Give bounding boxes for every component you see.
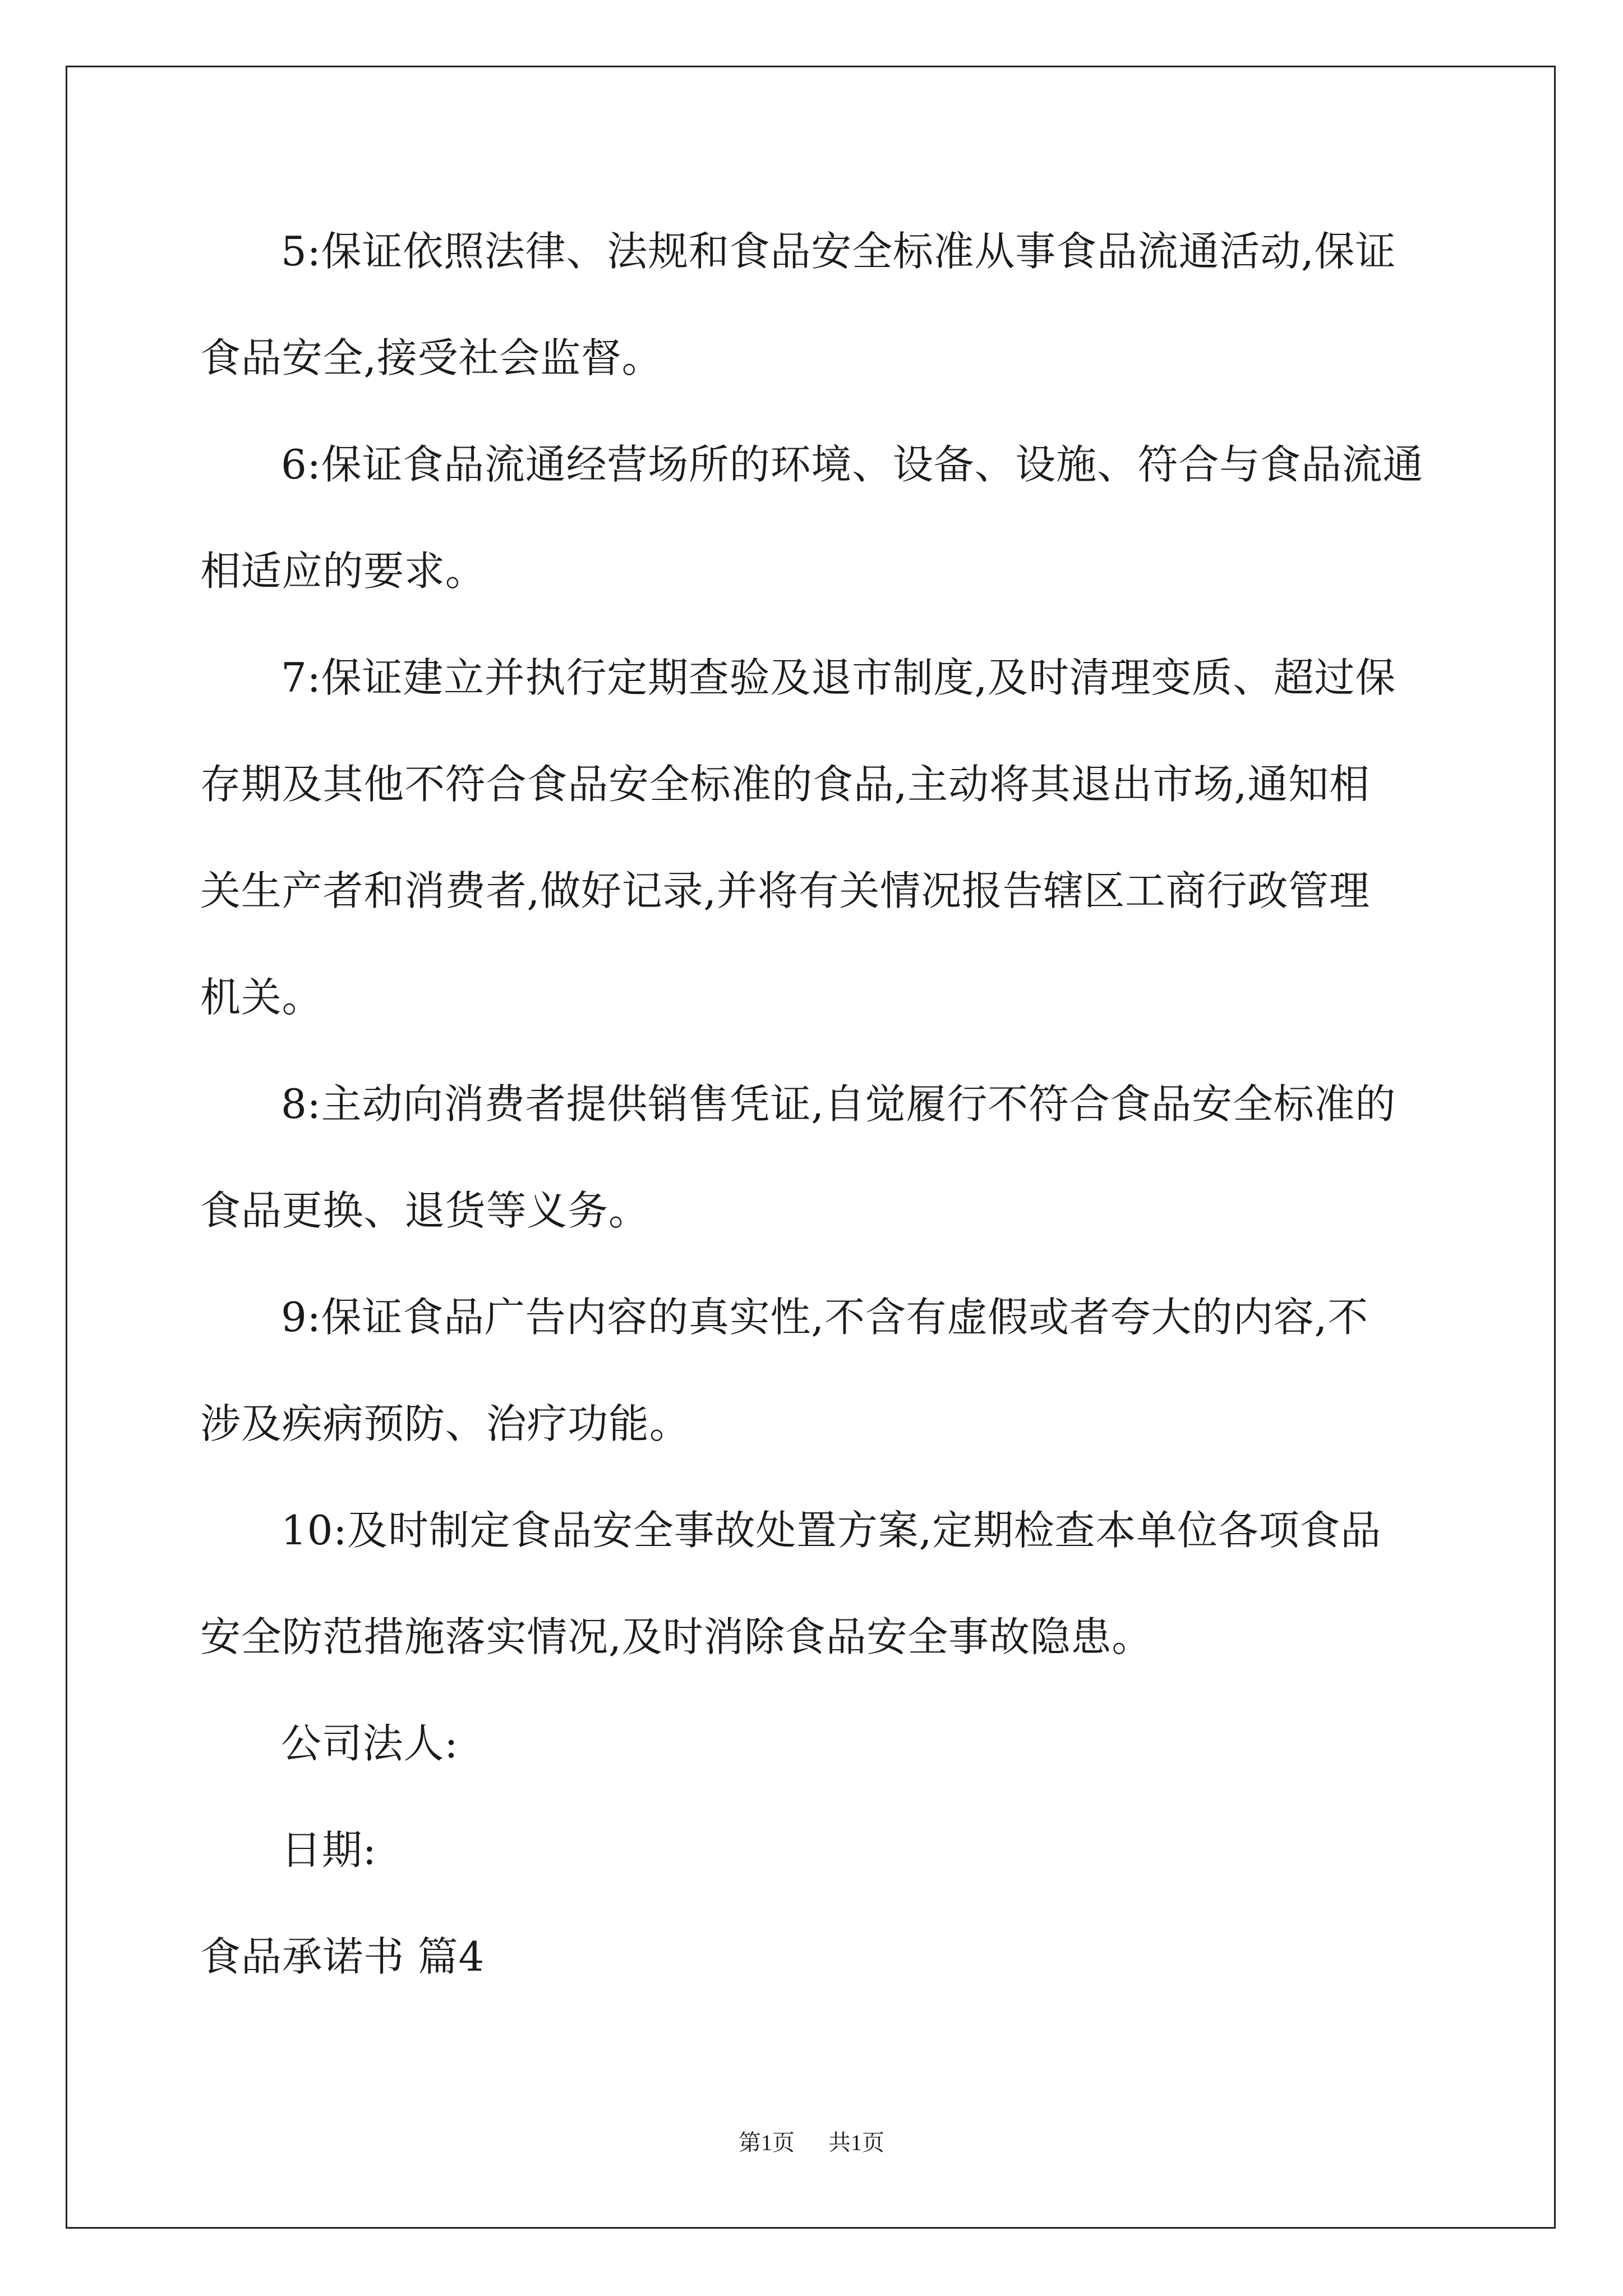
document-body: [200, 198, 1434, 2010]
text-line: 存期及其他不符合食品安全标准的食品,主动将其退出市场,通知相: [200, 761, 1370, 808]
text-line: 关生产者和消费者,做好记录,并将有关情况报告辖区工商行政管理: [200, 867, 1370, 914]
text-line: 9:保证食品广告内容的真实性,不含有虚假或者夸大的内容,不: [281, 1294, 1369, 1341]
commitment-item-6: [200, 411, 1434, 624]
text-line: 10:及时制定食品安全事故处置方案,定期检查本单位各项食品: [281, 1507, 1381, 1554]
text-line: 5:保证依照法律、法规和食品安全标准从事食品流通活动,保证: [281, 228, 1396, 275]
text-line: 相适应的要求。: [200, 547, 486, 595]
page-number-current: 第1页: [739, 2130, 795, 2155]
text-line: 涉及疾病预防、治疗功能。: [200, 1400, 690, 1447]
section-heading: 食品承诺书 篇4: [200, 1933, 485, 1980]
page-footer: [0, 2126, 1623, 2160]
text-line: 6:保证食品流通经营场所的环境、设备、设施、符合与食品流通: [281, 441, 1424, 488]
page-number-total: 共1页: [828, 2130, 884, 2155]
text-line: 食品安全,接受社会监督。: [200, 334, 663, 381]
commitment-item-5: [200, 198, 1434, 411]
commitment-item-9: [200, 1264, 1434, 1477]
text-line: 7:保证建立并执行定期查验及退市制度,及时清理变质、超过保: [281, 654, 1396, 701]
commitment-item-7: [200, 624, 1434, 1051]
commitment-item-10: [200, 1477, 1434, 1690]
commitment-item-8: [200, 1051, 1434, 1264]
text-line: 机关。: [200, 974, 323, 1021]
date-label: 日期:: [281, 1826, 377, 1874]
signature-label: 公司法人:: [281, 1720, 459, 1767]
text-line: 食品更换、退货等义务。: [200, 1187, 649, 1234]
text-line: 安全防范措施落实情况,及时消除食品安全事故隐患。: [200, 1613, 1153, 1660]
text-line: 8:主动向消费者提供销售凭证,自觉履行不符合食品安全标准的: [281, 1080, 1396, 1128]
